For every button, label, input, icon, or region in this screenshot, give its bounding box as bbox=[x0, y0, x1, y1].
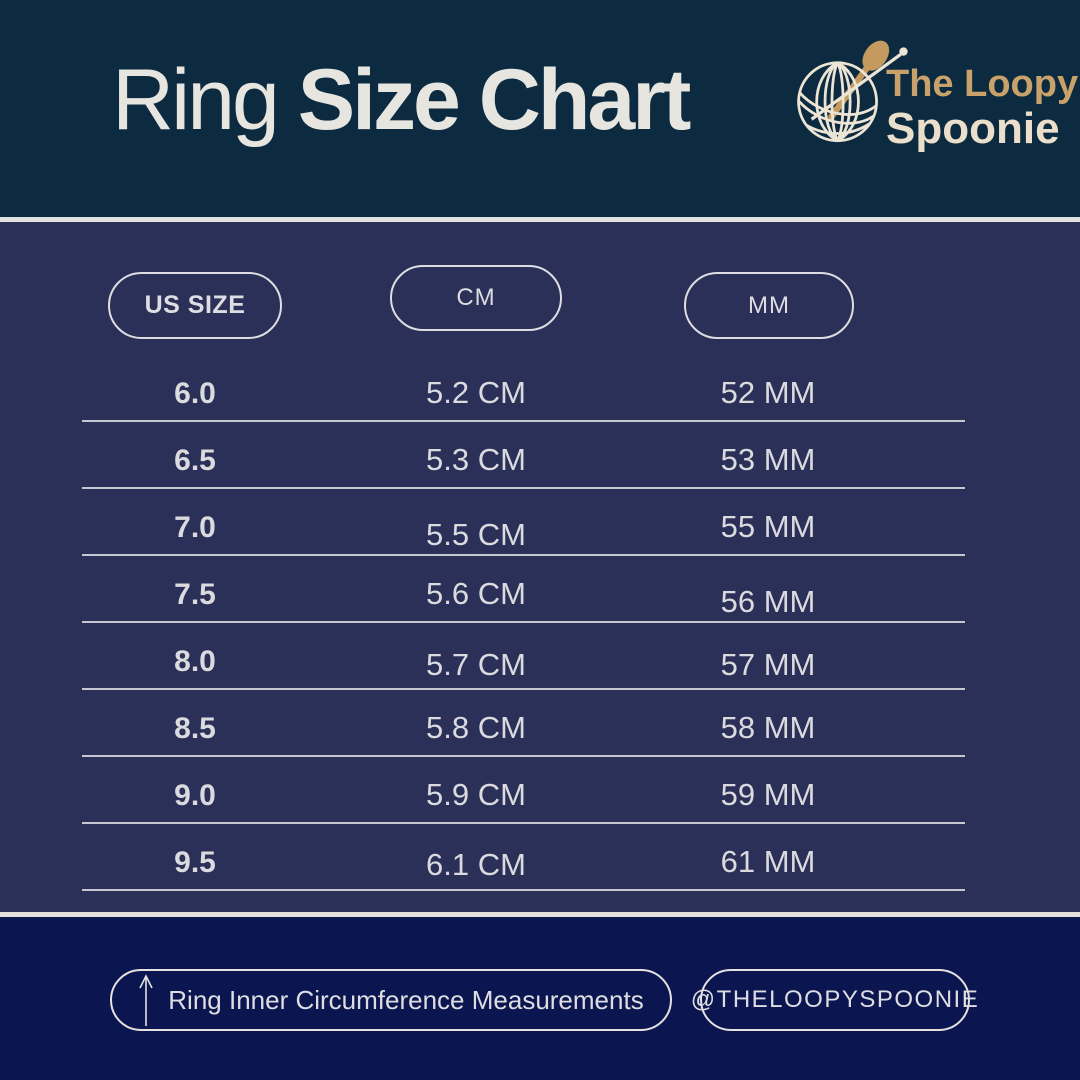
brand-name-line2: Spoonie bbox=[886, 104, 1060, 153]
column-header-us-size-label: US SIZE bbox=[144, 291, 246, 319]
mm-cell: 57 MM bbox=[720, 647, 816, 682]
table-row bbox=[82, 422, 965, 489]
size-table-section bbox=[0, 222, 1080, 912]
brand-name-line1: The Loopy bbox=[886, 63, 1079, 105]
title-word-size-chart: Size Chart bbox=[297, 52, 689, 148]
table-row bbox=[82, 489, 965, 556]
mm-cell: 55 MM bbox=[720, 509, 816, 544]
mm-cell: 53 MM bbox=[720, 442, 816, 477]
table-row bbox=[82, 623, 965, 690]
footer-band bbox=[0, 917, 1080, 1080]
us-size-cell: 9.5 bbox=[174, 846, 216, 879]
column-header-cm-label: CM bbox=[456, 284, 496, 311]
us-size-cell: 8.0 bbox=[174, 645, 216, 678]
brand-name bbox=[886, 65, 1078, 151]
us-size-cell: 7.0 bbox=[174, 511, 216, 544]
column-header-mm bbox=[684, 272, 854, 339]
cm-cell: 5.6 CM bbox=[426, 576, 526, 611]
instagram-handle-label: @THELOOPYSPOONIE bbox=[690, 986, 980, 1013]
header-band bbox=[0, 0, 1080, 217]
page-title bbox=[112, 52, 689, 148]
cm-cell: 5.3 CM bbox=[426, 442, 526, 477]
size-table bbox=[82, 355, 965, 891]
table-row bbox=[82, 690, 965, 757]
us-size-cell: 7.5 bbox=[174, 578, 216, 611]
column-header-us-size bbox=[108, 272, 282, 339]
us-size-cell: 8.5 bbox=[174, 712, 216, 745]
cm-cell: 5.5 CM bbox=[426, 517, 526, 552]
table-row bbox=[82, 824, 965, 891]
table-row bbox=[82, 556, 965, 623]
us-size-cell: 9.0 bbox=[174, 779, 216, 812]
column-header-cm bbox=[390, 265, 562, 331]
brand-logo bbox=[793, 33, 1079, 173]
table-row bbox=[82, 757, 965, 824]
cm-cell: 5.2 CM bbox=[426, 375, 526, 410]
us-size-cell: 6.5 bbox=[174, 444, 216, 477]
column-header-mm-label: MM bbox=[748, 291, 790, 319]
cm-cell: 5.7 CM bbox=[426, 647, 526, 682]
measurement-note-label: Ring Inner Circumference Measurements bbox=[168, 984, 644, 1015]
cm-cell: 5.8 CM bbox=[426, 710, 526, 745]
measurement-note-pill bbox=[110, 969, 672, 1031]
up-arrow-icon bbox=[138, 972, 154, 1028]
mm-cell: 58 MM bbox=[720, 710, 816, 745]
mm-cell: 56 MM bbox=[720, 584, 816, 619]
mm-cell: 61 MM bbox=[720, 844, 816, 879]
cm-cell: 6.1 CM bbox=[426, 847, 526, 882]
title-word-ring: Ring bbox=[112, 52, 277, 148]
mm-cell: 59 MM bbox=[720, 777, 816, 812]
cm-cell: 5.9 CM bbox=[426, 777, 526, 812]
us-size-cell: 6.0 bbox=[174, 377, 216, 410]
mm-cell: 52 MM bbox=[720, 375, 816, 410]
table-row bbox=[82, 355, 965, 422]
instagram-handle-pill bbox=[690, 969, 980, 1031]
